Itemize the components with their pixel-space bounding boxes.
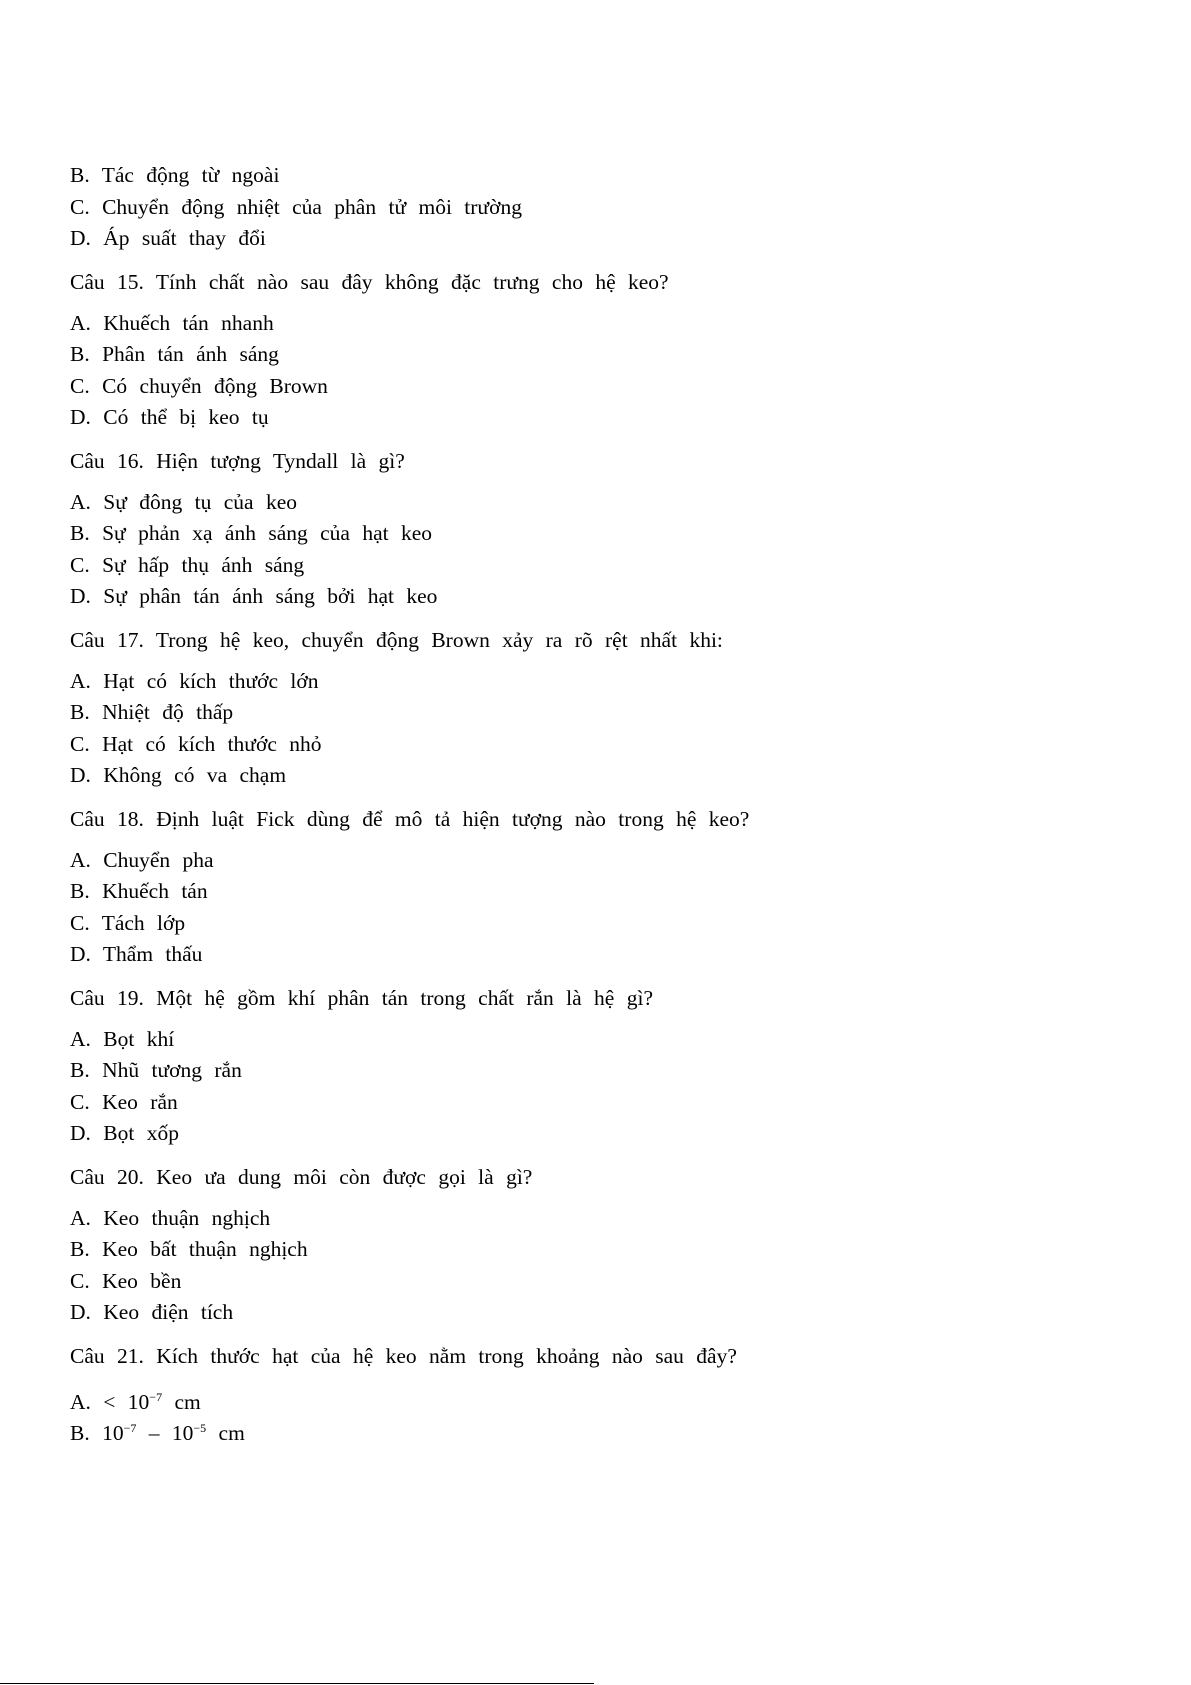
option-c: C. Tách lớp: [70, 910, 186, 935]
option-b: [70, 1413, 1130, 1445]
option-d: D. Keo điện tích: [70, 1300, 234, 1324]
question-15: Câu 15. Tính chất nào sau đây không đặc trưng cho hệ keo?: [70, 269, 669, 294]
option-b: B. Khuếch tán: [70, 879, 208, 903]
option-label: A.: [70, 1389, 91, 1414]
unit: cm: [218, 1421, 245, 1445]
question-19: Câu 19. Một hệ gồm khí phân tán trong chất rắn là hệ gì?: [70, 985, 653, 1010]
option-d: D. Không có va chạm: [70, 763, 287, 787]
option-d: D. Áp suất thay đổi: [70, 226, 266, 250]
question-16: Câu 16. Hiện tượng Tyndall là gì?: [70, 448, 405, 473]
question-20: Câu 20. Keo ưa dung môi còn được gọi là gì?: [70, 1164, 533, 1189]
option-b: B. Sự phản xạ ánh sáng của hạt keo: [70, 521, 433, 545]
option-c: C. Keo rắn: [70, 1089, 178, 1114]
option-d: D. Có thể bị keo tụ: [70, 405, 269, 429]
option-d: D. Bọt xốp: [70, 1121, 179, 1145]
option-a: A. Bọt khí: [70, 1026, 175, 1051]
option-a: A. Chuyển pha: [70, 847, 214, 872]
less-than-symbol: <: [103, 1389, 116, 1414]
question-list: [70, 160, 1130, 1445]
power-base: 10: [102, 1421, 124, 1445]
option-label: B.: [70, 1421, 90, 1445]
range-dash: –: [148, 1421, 160, 1445]
unit: cm: [174, 1389, 201, 1414]
option-b: B. Tác động từ ngoài: [70, 163, 280, 187]
option-c: C. Có chuyển động Brown: [70, 373, 328, 398]
option-a: A. Khuếch tán nhanh: [70, 310, 274, 335]
option-a: A. Keo thuận nghịch: [70, 1205, 271, 1230]
option-a: A. Sự đông tụ của keo: [70, 489, 297, 514]
option-b: B. Keo bất thuận nghịch: [70, 1237, 308, 1261]
option-d: D. Sự phân tán ánh sáng bởi hạt keo: [70, 584, 438, 608]
exponent: −7: [149, 1389, 163, 1404]
footer-divider: [0, 1683, 594, 1684]
question-17: Câu 17. Trong hệ keo, chuyển động Brown xảy ra rõ rệt nhất khi:: [70, 627, 723, 652]
question-18: Câu 18. Định luật Fick dùng để mô tả hiện tượng nào trong hệ keo?: [70, 806, 750, 831]
exponent: −7: [123, 1421, 137, 1435]
option-a: [70, 1382, 1130, 1414]
option-b: B. Phân tán ánh sáng: [70, 342, 279, 366]
option-c: C. Sự hấp thụ ánh sáng: [70, 552, 305, 577]
option-d: D. Thẩm thấu: [70, 942, 203, 966]
option-a: A. Hạt có kích thước lớn: [70, 668, 319, 693]
power-base: 10: [171, 1421, 194, 1445]
option-c: C. Keo bền: [70, 1268, 182, 1293]
option-b: B. Nhiệt độ thấp: [70, 700, 234, 724]
option-b: B. Nhũ tương rắn: [70, 1058, 242, 1082]
exponent: −5: [193, 1421, 207, 1435]
option-c: C. Chuyển động nhiệt của phân tử môi trường: [70, 194, 522, 219]
question-21: Câu 21. Kích thước hạt của hệ keo nằm trong khoảng nào sau đây?: [70, 1343, 737, 1368]
power-base: 10: [127, 1389, 150, 1414]
option-c: C. Hạt có kích thước nhỏ: [70, 731, 322, 756]
